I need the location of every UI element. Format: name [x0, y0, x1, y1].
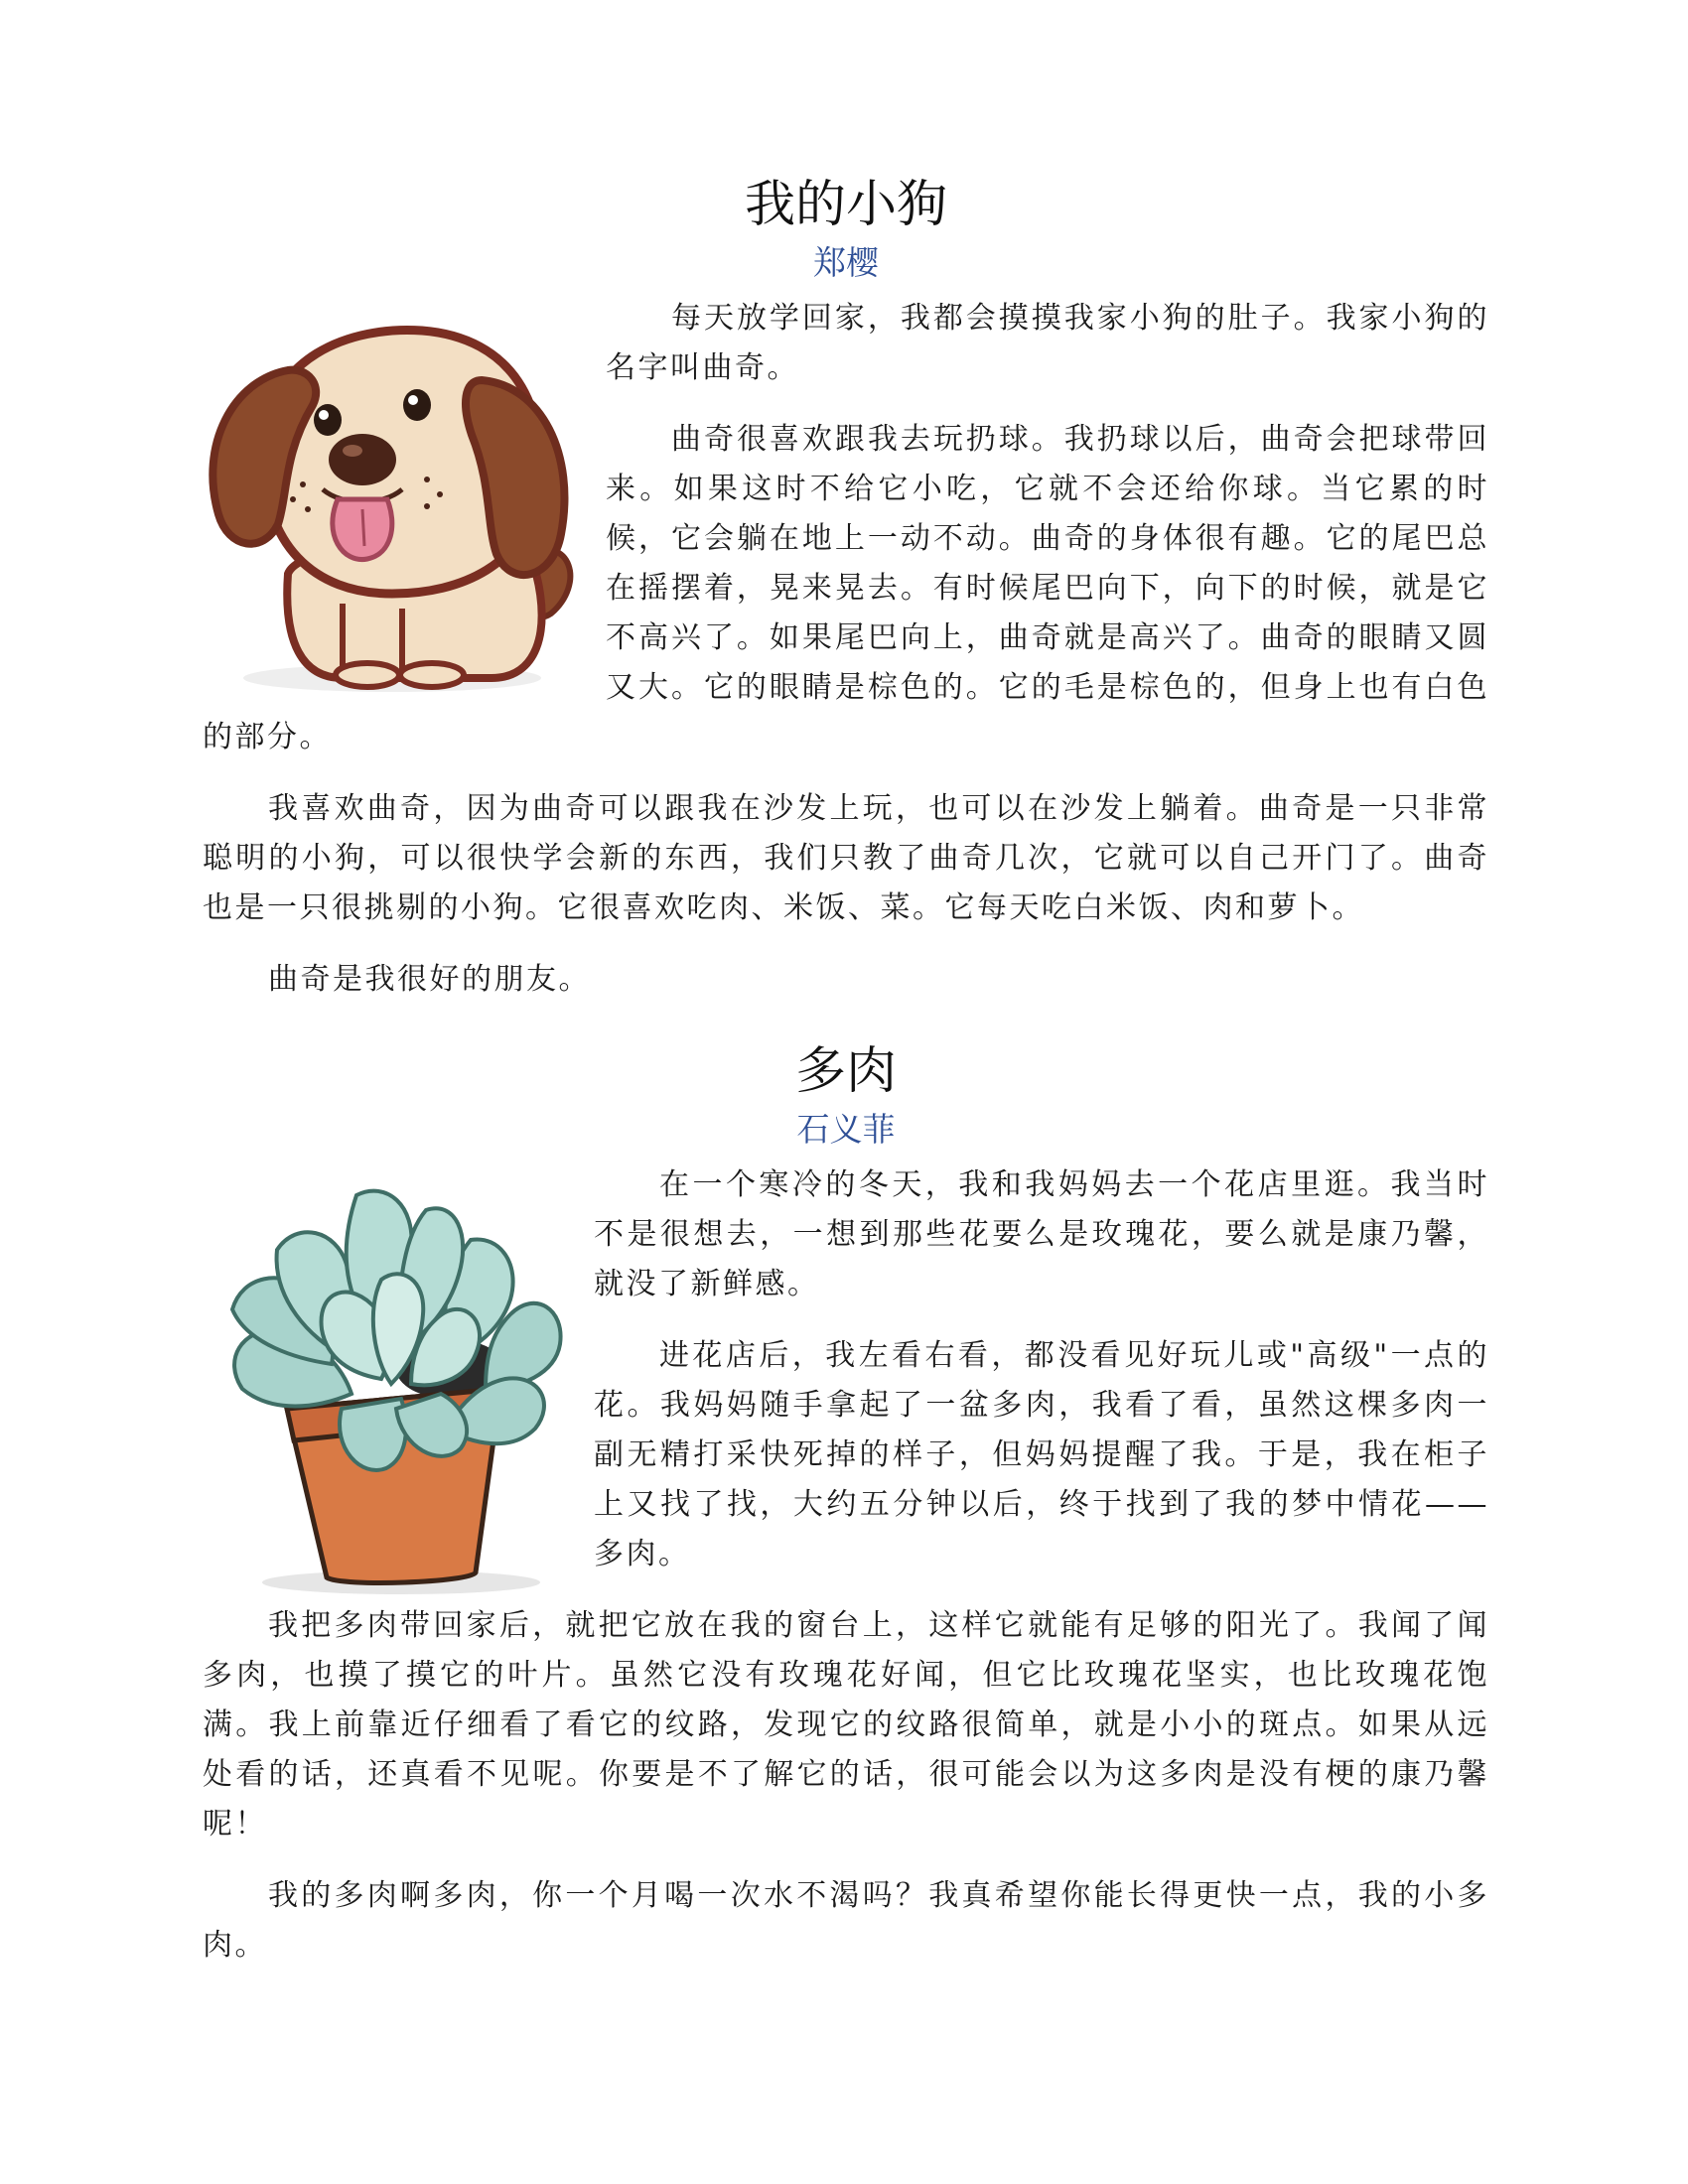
- essay-paragraph: 我把多肉带回家后，就把它放在我的窗台上，这样它就能有足够的阳光了。我闻了闻多肉，也摸了摸它的叶片。虽然它没有玫瑰花好闻，但它比玫瑰花坚实，也比玫瑰花饱满。我上前靠近仔细看了看它的纹路，发现它的纹路很简单，就是小小的斑点。如果从远处看的话，还真看不见呢。你要是不了解它的话，很可能会以为这多肉是没有梗的康乃馨呢！: [203, 1608, 1489, 1842]
- essay-paragraph: 在一个寒冷的冬天，我和我妈妈去一个花店里逛。我当时不是很想去，一想到那些花要么是玫瑰花，要么就是康乃馨，就没了新鲜感。: [594, 1167, 1489, 1301]
- essay-author: 郑樱: [813, 243, 879, 282]
- essay-paragraph: 我喜欢曲奇，因为曲奇可以跟我在沙发上玩，也可以在沙发上躺着。曲奇是一只非常聪明的小狗，可以很快学会新的东西，我们只教了曲奇几次，它就可以自己开门了。曲奇也是一只很挑剔的小狗。它很喜欢吃肉、米饭、菜。它每天吃白米饭、肉和萝卜。: [203, 791, 1489, 925]
- essay-succulent: [203, 1037, 1489, 1992]
- essay-paragraph: 每天放学回家，我都会摸摸我家小狗的肚子。我家小狗的名字叫曲奇。: [606, 301, 1489, 385]
- essay-paragraph: 曲奇很喜欢跟我去玩扔球。我扔球以后，曲奇会把球带回来。如果这时不给它小吃，它就不会还给你球。当它累的时候，它会躺在地上一动不动。曲奇的身体很有趣。它的尾巴总在摇摆着，晃来晃去。有时候尾巴向下，向下的时候，就是它不高兴了。如果尾巴向上，曲奇就是高兴了。曲奇的眼睛又圆又大。它的眼睛是棕色的。它的毛是棕色的，但身上也有白色的部分。: [203, 422, 1489, 754]
- essay-title: 多肉: [794, 1042, 897, 1101]
- essay-paragraph: 曲奇是我很好的朋友。: [268, 962, 591, 997]
- succulent-pot-illustration: [203, 1180, 580, 1597]
- essay-paragraph: 进花店后，我左看右看，都没看见好玩儿或"高级"一点的花。我妈妈随手拿起了一盆多肉，我看了看，虽然这棵多肉一副无精打采快死掉的样子，但妈妈提醒了我。于是，我在柜子上又找了找，大约五分钟以后，终于找到了我的梦中情花——多肉。: [594, 1338, 1489, 1571]
- puppy-illustration: [193, 286, 592, 703]
- essay-paragraph: 我的多肉啊多肉，你一个月喝一次水不渴吗？我真希望你能长得更快一点，我的小多肉。: [203, 1878, 1489, 1963]
- essay-author: 石义菲: [796, 1110, 896, 1149]
- essay-my-puppy: [203, 171, 1489, 1026]
- essay-title: 我的小狗: [744, 176, 947, 234]
